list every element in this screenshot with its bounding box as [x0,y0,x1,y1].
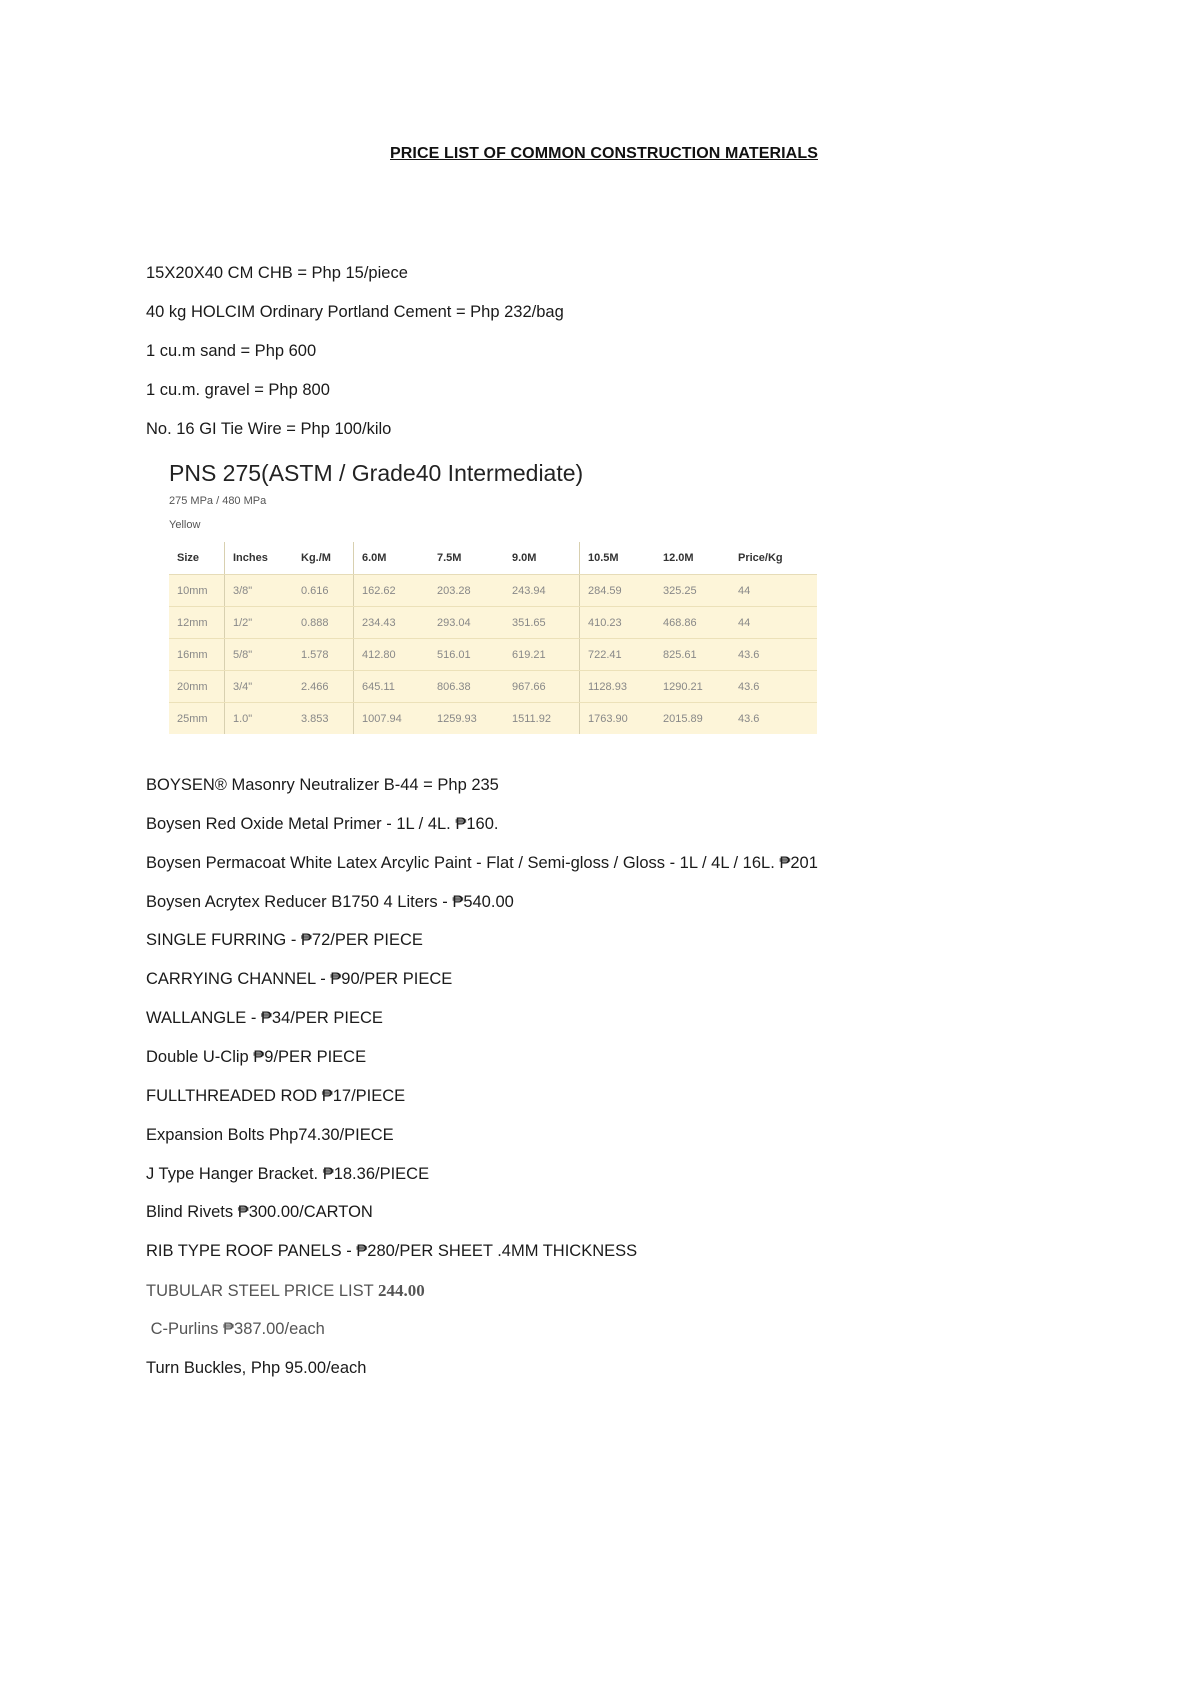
cell-price-kg: 43.6 [730,703,817,735]
rebar-strength: 275 MPa / 480 MPa [169,495,267,507]
cell-6m: 234.43 [354,607,430,639]
cell-inches: 5/8" [225,639,294,671]
table-row [169,703,817,735]
cell-7-5m: 806.38 [429,671,504,703]
cell-inches: 1.0" [225,703,294,735]
cell-9m: 1511.92 [504,703,580,735]
header-kgm: Kg./M [293,542,354,575]
cell-9m: 619.21 [504,639,580,671]
cell-price-kg: 44 [730,607,817,639]
item-masonry-neutralizer: BOYSEN® Masonry Neutralizer B-44 = Php 235 [146,776,499,794]
cell-9m: 243.94 [504,575,580,607]
rebar-header-row [169,542,817,575]
cell-10-5m: 722.41 [580,639,656,671]
cell-12m: 825.61 [655,639,730,671]
cell-size: 20mm [169,671,225,703]
cell-inches: 3/8" [225,575,294,607]
tubular-steel-label: TUBULAR STEEL PRICE LIST [146,1282,378,1300]
cell-size: 12mm [169,607,225,639]
cell-price-kg: 43.6 [730,639,817,671]
cell-7-5m: 516.01 [429,639,504,671]
rebar-table-title: PNS 275(ASTM / Grade40 Intermediate) [169,460,584,486]
cell-6m: 162.62 [354,575,430,607]
cell-6m: 1007.94 [354,703,430,735]
cell-inches: 3/4" [225,671,294,703]
header-10-5m: 10.5M [580,542,656,575]
cell-9m: 967.66 [504,671,580,703]
cell-price-kg: 43.6 [730,671,817,703]
item-metal-primer: Boysen Red Oxide Metal Primer - 1L / 4L. ₱160. [146,815,499,833]
item-sand: 1 cu.m sand = Php 600 [146,342,317,360]
document-title: PRICE LIST OF COMMON CONSTRUCTION MATERIALS [390,145,818,162]
cell-kgm: 0.888 [293,607,354,639]
cell-6m: 412.80 [354,639,430,671]
item-tubular-steel [146,1281,425,1301]
table-row [169,639,817,671]
item-carrying-channel: CARRYING CHANNEL - ₱90/PER PIECE [146,970,453,988]
item-expansion-bolts: Expansion Bolts Php74.30/PIECE [146,1126,394,1144]
header-price-kg: Price/Kg [730,542,817,575]
cell-12m: 325.25 [655,575,730,607]
item-single-furring: SINGLE FURRING - ₱72/PER PIECE [146,931,423,949]
cell-kgm: 1.578 [293,639,354,671]
item-permacoat-paint: Boysen Permacoat White Latex Arcylic Paint - Flat / Semi-gloss / Gloss - 1L / 4L / 16L. ₱201 [146,854,818,872]
cell-10-5m: 1128.93 [580,671,656,703]
table-row [169,671,817,703]
cell-size: 10mm [169,575,225,607]
item-turn-buckles: Turn Buckles, Php 95.00/each [146,1359,367,1377]
item-acrytex-reducer: Boysen Acrytex Reducer B1750 4 Liters - ₱540.00 [146,893,514,911]
cell-size: 25mm [169,703,225,735]
rebar-price-table-image [169,458,819,734]
item-wall-angle: WALLANGLE - ₱34/PER PIECE [146,1009,383,1027]
item-tie-wire: No. 16 GI Tie Wire = Php 100/kilo [146,420,392,438]
cell-6m: 645.11 [354,671,430,703]
rebar-color-label: Yellow [169,519,201,531]
header-inches: Inches [225,542,294,575]
cell-size: 16mm [169,639,225,671]
item-roof-panels: RIB TYPE ROOF PANELS - ₱280/PER SHEET .4MM THICKNESS [146,1242,638,1260]
cell-12m: 1290.21 [655,671,730,703]
item-chb: 15X20X40 CM CHB = Php 15/piece [146,264,408,282]
item-hanger-bracket: J Type Hanger Bracket. ₱18.36/PIECE [146,1165,430,1183]
table-row [169,575,817,607]
header-size: Size [169,542,225,575]
rebar-table [169,542,817,734]
header-12m: 12.0M [655,542,730,575]
cell-7-5m: 293.04 [429,607,504,639]
cell-kgm: 2.466 [293,671,354,703]
cell-inches: 1/2" [225,607,294,639]
item-cement: 40 kg HOLCIM Ordinary Portland Cement = Php 232/bag [146,303,564,321]
tubular-steel-price: 244.00 [377,1281,425,1300]
header-6m: 6.0M [354,542,430,575]
cell-7-5m: 1259.93 [429,703,504,735]
item-threaded-rod: FULLTHREADED ROD ₱17/PIECE [146,1087,406,1105]
cell-10-5m: 410.23 [580,607,656,639]
cell-10-5m: 1763.90 [580,703,656,735]
item-blind-rivets: Blind Rivets ₱300.00/CARTON [146,1203,373,1221]
cell-10-5m: 284.59 [580,575,656,607]
cell-kgm: 3.853 [293,703,354,735]
header-7-5m: 7.5M [429,542,504,575]
item-double-u-clip: Double U-Clip ₱9/PER PIECE [146,1048,367,1066]
cell-7-5m: 203.28 [429,575,504,607]
cell-12m: 468.86 [655,607,730,639]
cell-9m: 351.65 [504,607,580,639]
table-row [169,607,817,639]
cell-kgm: 0.616 [293,575,354,607]
header-9m: 9.0M [504,542,580,575]
item-gravel: 1 cu.m. gravel = Php 800 [146,381,330,399]
item-c-purlins: C-Purlins ₱387.00/each [146,1320,325,1338]
cell-12m: 2015.89 [655,703,730,735]
cell-price-kg: 44 [730,575,817,607]
